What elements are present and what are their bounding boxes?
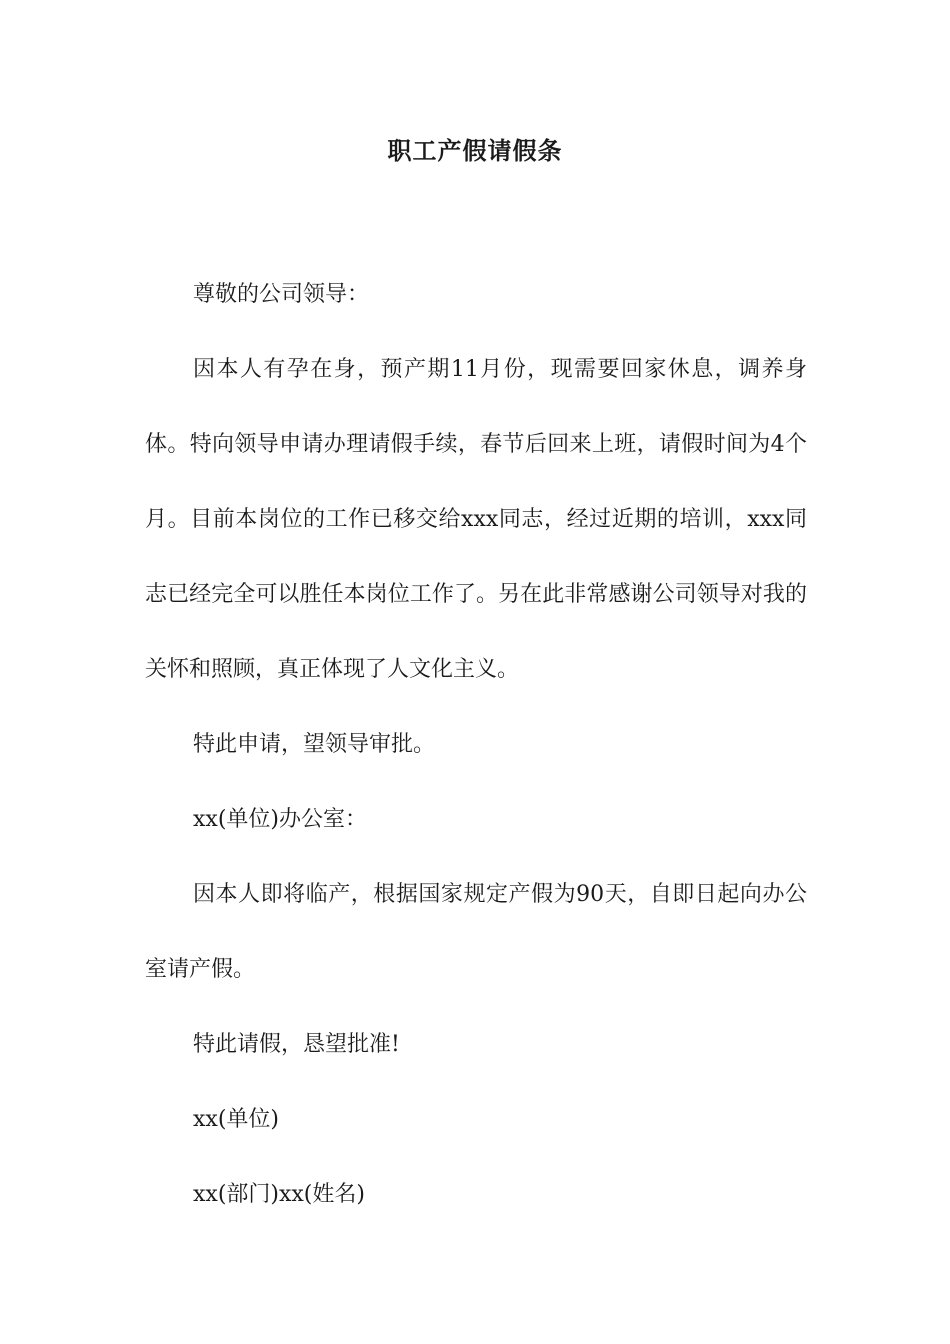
leave-request-paragraph: 因本人有孕在身，预产期11月份，现需要回家休息，调养身体。特向领导申请办理请假手续，春节后回来上班，请假时间为4个月。目前本岗位的工作已移交给xxx同志，经过近期的培训，xxx同志已经完全可以胜任本岗位工作了。另在此非常感谢公司领导对我的关怀和照顾，真正体现了人文化主义。 [145,357,807,682]
document-title: 职工产假请假条 [387,136,563,165]
signature-department-name: xx(部门)xx(姓名) [193,1182,365,1207]
leave-closing: 特此请假，恳望批准! [193,1032,400,1057]
signature-unit: xx(单位) [193,1107,279,1132]
request-closing: 特此申请，望领导审批。 [193,732,436,757]
office-salutation: xx(单位)办公室： [193,807,367,832]
document-body [145,257,807,1232]
maternity-leave-paragraph: 因本人即将临产，根据国家规定产假为90天，自即日起向办公室请产假。 [145,882,807,982]
salutation: 尊敬的公司领导： [193,282,370,307]
